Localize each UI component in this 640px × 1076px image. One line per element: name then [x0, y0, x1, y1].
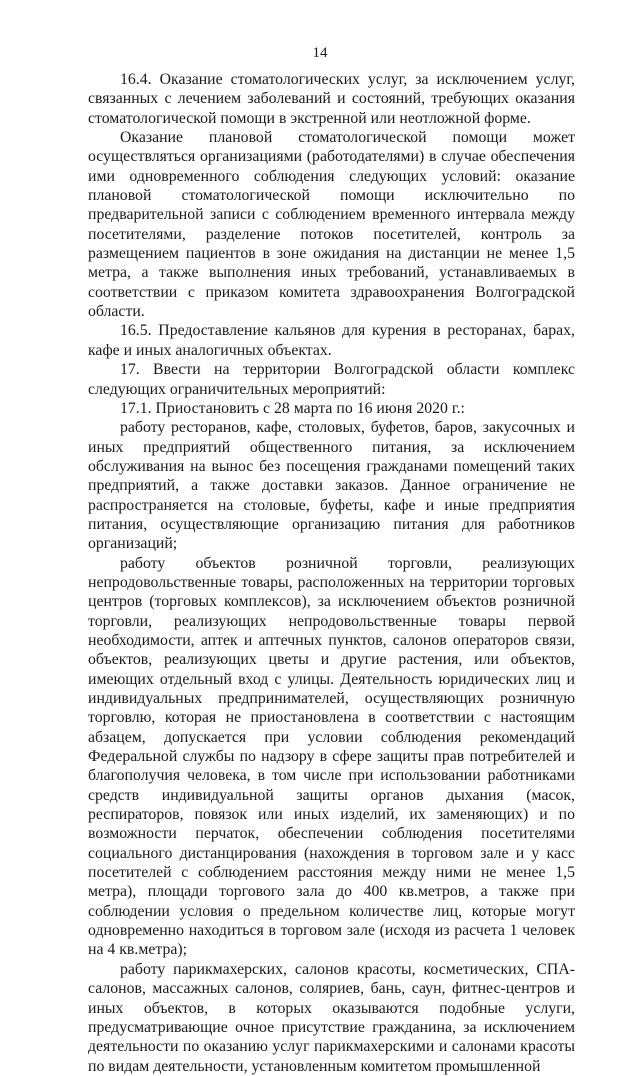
paragraph-16-4: 16.4. Оказание стоматологических услуг, за исключением услуг, связанных с лечением заболеваний и состояний, требующих оказания стоматологической помощи в экстренной или неотложной форме.: [88, 71, 575, 127]
paragraph-restaurants: работу ресторанов, кафе, столовых, буфетов, баров, закусочных и иных предприятий общественного питания, за исключением обслуживания на вынос без посещения гражданами помещений таких предприятий, а также доставки заказов. Данное ограничение не распространяется на столовые, буфеты, кафе и иные предприятия питания, осуществляющие организацию питания для работников организаций;: [88, 419, 575, 553]
paragraph-salons: работу парикмахерских, салонов красоты, косметических, СПА-салонов, массажных салонов, соляриев, бань, саун, фитнес-центров и иных объектов, в которых оказываются подобные услуги, предусматривающие очное присутствие гражданина, за исключением деятельности по оказанию услуг парикмахерскими и салонами красоты по видам деятельности, установленным комитетом промышленной: [88, 960, 575, 1075]
paragraph-17-1: 17.1. Приостановить с 28 марта по 16 июня 2020 г.:: [120, 399, 465, 417]
paragraph-16-5: 16.5. Предоставление кальянов для курения в ресторанах, барах, кафе и иных аналогичных объектах.: [88, 322, 575, 359]
paragraph-17: 17. Ввести на территории Волгоградской области комплекс следующих ограничительных мероприятий:: [88, 361, 575, 398]
page-number: 14: [312, 45, 328, 61]
paragraph-planned-dental-care: Оказание плановой стоматологической помощи может осуществляться организациями (работодателями) в случае обеспечения ими одновременного соблюдения следующих условий: оказание плановой стоматологической помощи исключительно по предварительной записи с соблюдением временного интервала между посетителями, разделение потоков посетителей, контроль за размещением пациентов в зоне ожидания на дистанции не менее 1,5 метра, а также выполнения иных требований, устанавливаемых в соответствии с приказом комитета здравоохранения Волгоградской области.: [88, 129, 575, 321]
paragraph-retail: работу объектов розничной торговли, реализующих непродовольственные товары, расположенных на территории торговых центров (торговых комплексов), за исключением объектов розничной торговли, реализующих непродовольственные товары первой необходимости, аптек и аптечных пунктов, салонов операторов связи, объектов, реализующих цветы и другие растения, или объектов, имеющих отдельный вход с улицы. Деятельность юридических лиц и индивидуальных предпринимателей, осуществляющих розничную торговлю, которая не приостановлена в соответствии с настоящим абзацем, допускается при условии соблюдения рекомендаций Федеральной службы по надзору в сфере защиты прав потребителей и благополучия человека, в том числе при использовании работниками средств индивидуальной защиты органов дыхания (масок, респираторов, повязок или иных изделий, их заменяющих) и по возможности перчаток, обеспечении соблюдения посетителями социального дистанцирования (нахождения в торговом зале и у касс посетителей с соблюдением расстояния между ними не менее 1,5 метра), площади торгового зала до 400 кв.метров, а также при соблюдении условия о предельном количестве лиц, которые могут одновременно находиться в торговом зале (исходя из расчета 1 человек на 4 кв.метра);: [88, 554, 575, 959]
document-body: [88, 70, 575, 1076]
